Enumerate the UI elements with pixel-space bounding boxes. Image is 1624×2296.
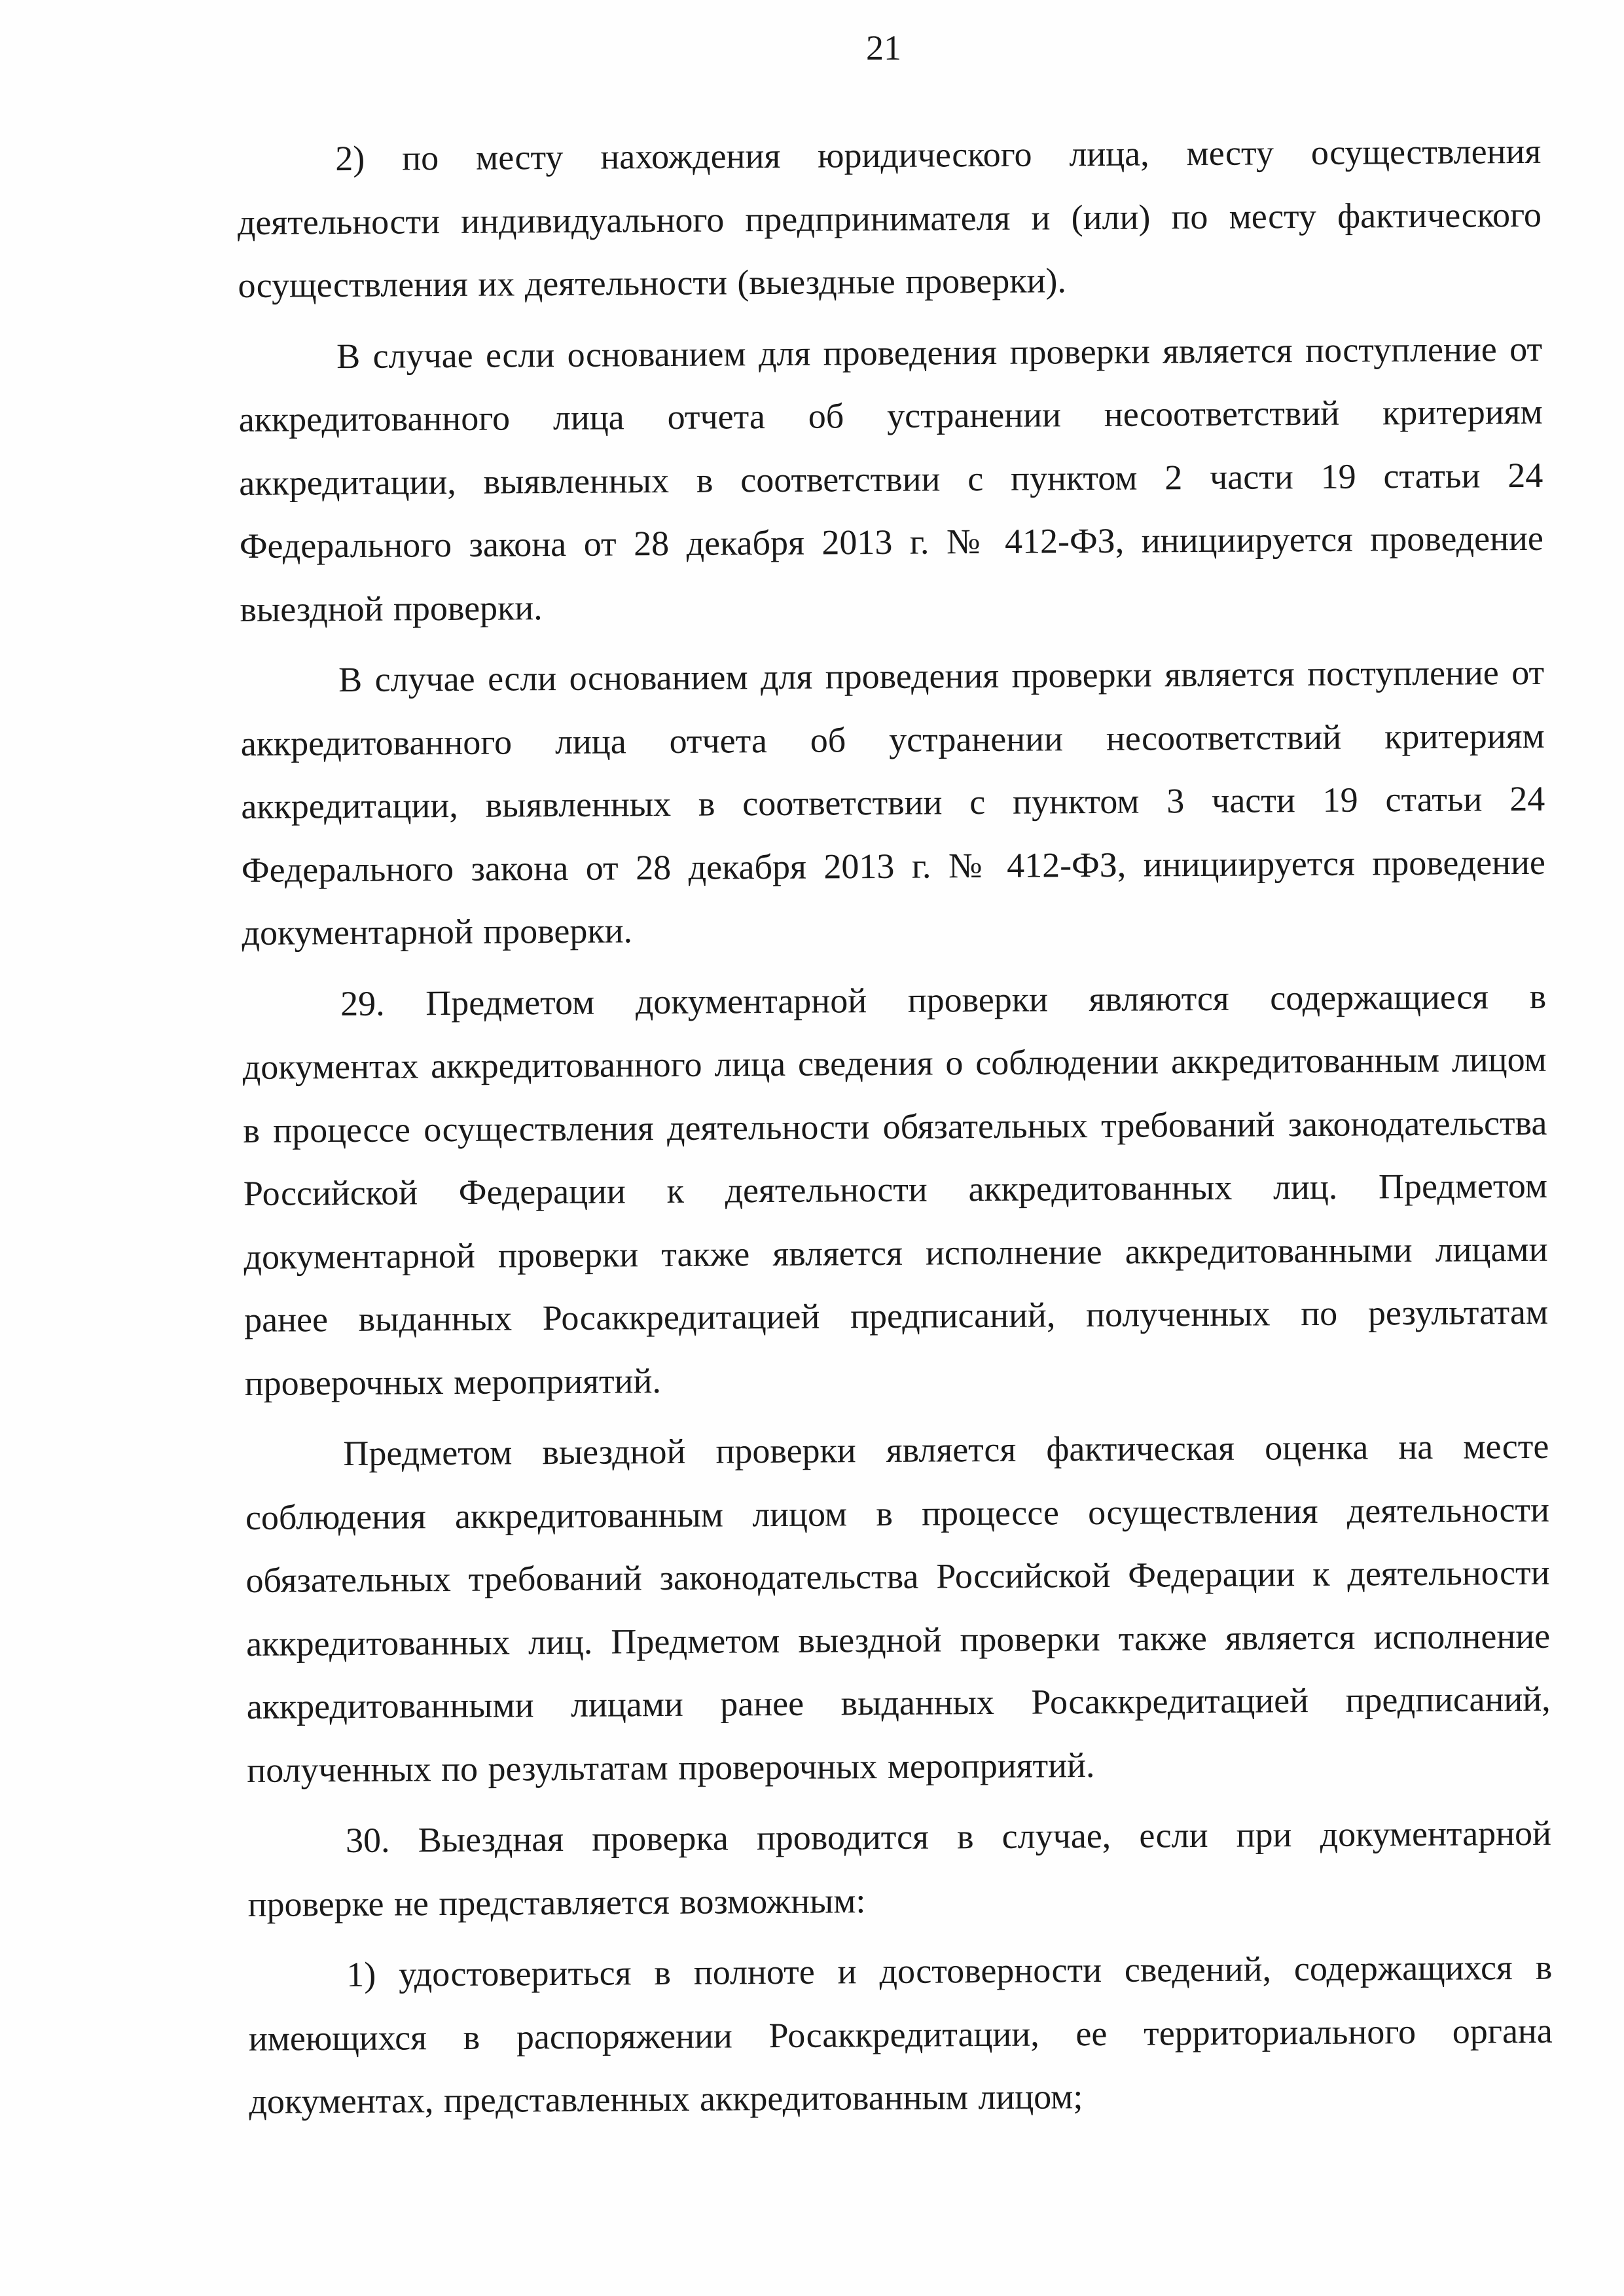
paragraph-onsite-subject: Предметом выездной проверки является фактическая оценка на месте соблюдения аккредитованным лицом в процессе осуществления деятельности обязательных требований законодательства Российской Федерации к деятельности аккредитованных лиц. Предметом выездной проверки также является исполнение аккредитованными лицами ранее выданных Росаккредитацией предписаний, полученных по результатам проверочных мероприятий. [245, 1426, 1551, 1790]
paragraph-item-1-verify: 1) удостовериться в полноте и достоверности сведений, содержащихся в имеющихся в распоряжении Росаккредитации, ее территориального органа документах, представленных аккредитованным лицом; [248, 1947, 1553, 2121]
page-number: 21 [866, 28, 901, 67]
paragraph-29-documentary-subject: 29. Предметом документарной проверки являются содержащиеся в документах аккредитованного лица сведения о соблюдении аккредитованным лицом в процессе осуществления деятельности обязательных требований законодательства Российской Федерации к деятельности аккредитованных лиц. Предметом документарной проверки также является исполнение аккредитованными лицами ранее выданных Росаккредитацией предписаний, полученных по результатам проверочных мероприятий. [242, 976, 1549, 1403]
paragraph-documentary-inspection-case: В случае если основанием для проведения проверки является поступление от аккредитованного лица отчета об устранении несоответствий критериям аккредитации, выявленных в соответствии с пунктом 3 части 19 статьи 24 Федерального закона от 28 декабря 2013 г. № 412-ФЗ, инициируется проведение документарной проверки. [240, 652, 1546, 953]
paragraph-onsite-inspection-case: В случае если основанием для проведения проверки является поступление от аккредитованного лица отчета об устранении несоответствий критериям аккредитации, выявленных в соответствии с пунктом 2 части 19 статьи 24 Федерального закона от 28 декабря 2013 г. № 412-ФЗ, инициируется проведение выездной проверки. [238, 329, 1544, 629]
paragraph-item-2-onsite: 2) по месту нахождения юридического лица, месту осуществления деятельности индивидуального предпринимателя и (или) по месту фактического осуществления их деятельности (выездные проверки). [237, 131, 1542, 305]
document-body [237, 120, 1553, 2134]
paragraph-30-onsite-conditions: 30. Выездная проверка проводится в случае, если при документарной проверке не представляется возможным: [247, 1813, 1552, 1924]
